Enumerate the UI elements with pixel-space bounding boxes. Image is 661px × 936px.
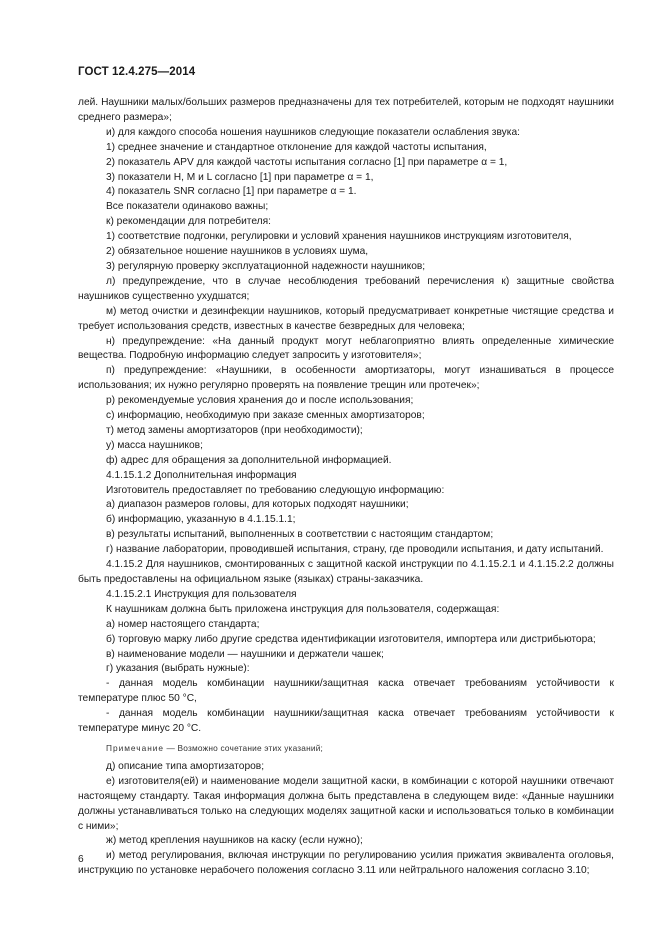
paragraph: б) информацию, указанную в 4.1.15.1.1;: [106, 514, 296, 526]
paragraph: 2) обязательное ношение наушников в условиях шума,: [106, 246, 369, 258]
note: [78, 741, 614, 756]
paragraph: 4.1.15.1.2 Дополнительная информация: [106, 469, 297, 481]
paragraph: г) название лаборатории, проводившей испытания, страну, где проводили испытания, и дату испытаний.: [106, 544, 604, 556]
paragraph: у) масса наушников;: [106, 439, 203, 451]
paragraph: и) метод регулирования, включая инструкции по регулированию усилия прижатия эквивалента оголовья, инструкцию по установке нерабочего положения согласно 3.11 или нейтрального наложения согласно 3.10;: [78, 850, 614, 877]
note-label: Примечание: [106, 742, 165, 753]
paragraph: К наушникам должна быть приложена инструкция для пользователя, содержащая:: [106, 603, 500, 615]
paragraph: 1) среднее значение и стандартное отклонение для каждой частоты испытания,: [106, 141, 487, 153]
paragraph: - данная модель комбинации наушники/защитная каска отвечает требованиям устойчивости к температуре минус 20 °С.: [78, 708, 614, 735]
paragraph: н) предупреждение: «На данный продукт могут неблагоприятно влиять определенные химические вещества. Подробную информацию следует запросить у изготовителя»;: [78, 335, 614, 362]
paragraph: д) описание типа амортизаторов;: [106, 760, 265, 772]
paragraph: ф) адрес для обращения за дополнительной информацией.: [106, 454, 392, 466]
note-text: — Возможно сочетание этих указаний;: [164, 742, 324, 753]
paragraph: а) номер настоящего стандарта;: [106, 618, 260, 630]
paragraph: с) информацию, необходимую при заказе сменных амортизаторов;: [106, 410, 425, 422]
paragraph: 4.1.15.2.1 Инструкция для пользователя: [106, 588, 297, 600]
paragraph: - данная модель комбинации наушники/защитная каска отвечает требованиям устойчивости к температуре плюс 50 °С,: [78, 678, 614, 705]
document-body: [78, 96, 614, 879]
text-block-main: [78, 96, 614, 737]
paragraph: 4) показатель SNR согласно [1] при параметре α = 1.: [106, 186, 357, 198]
document-header: ГОСТ 12.4.275—2014: [78, 66, 196, 78]
paragraph: к) рекомендации для потребителя:: [106, 216, 271, 228]
paragraph: г) указания (выбрать нужные):: [106, 663, 250, 675]
paragraph: м) метод очистки и дезинфекции наушников, который предусматривает конкретные чистящие средства и требует использования средств, известных в качестве безвредных для человека;: [78, 305, 614, 332]
paragraph: 2) показатель APV для каждой частоты испытания согласно [1] при параметре α = 1,: [106, 156, 508, 168]
paragraph: т) метод замены амортизаторов (при необходимости);: [106, 424, 363, 436]
paragraph: Изготовитель предоставляет по требованию следующую информацию:: [106, 484, 445, 496]
text-block-after-note: [78, 760, 614, 879]
paragraph: 4.1.15.2 Для наушников, смонтированных с защитной каской инструкции по 4.1.15.2.1 и 4.1.15.2.2 должны быть предоставлены на официальном языке (языках) страны-заказчика.: [78, 559, 614, 585]
paragraph: п) предупреждение: «Наушники, в особенности амортизаторы, могут изнашиваться в процессе использования; их нужно регулярно проверять на появление трещин или протечек»;: [78, 365, 614, 392]
paragraph: ж) метод крепления наушников на каску (если нужно);: [106, 835, 363, 847]
paragraph: Все показатели одинаково важны;: [106, 201, 269, 213]
paragraph: 1) соответствие подгонки, регулировки и условий хранения наушников инструкциям изготовителя,: [106, 231, 572, 243]
paragraph: р) рекомендуемые условия хранения до и после использования;: [106, 395, 414, 407]
paragraph: б) торговую марку либо другие средства идентификации изготовителя, импортера или дистрибьютора;: [106, 633, 596, 645]
page-number: 6: [78, 854, 84, 865]
paragraph: л) предупреждение, что в случае несоблюдения требований перечисления к) защитные свойства наушников существенно ухудшатся;: [78, 275, 614, 302]
paragraph: лей. Наушники малых/больших размеров предназначены для тех потребителей, которым не подходят наушники среднего размера»;: [78, 97, 614, 123]
paragraph: и) для каждого способа ношения наушников следующие показатели ослабления звука:: [106, 126, 520, 138]
paragraph: е) изготовителя(ей) и наименование модели защитной каски, в комбинации с которой наушники отвечают настоящему стандарту. Такая информация должна быть представлена в следующем виде: «Данные наушники должны устанавливаться только на следующих моделях защитной каски и использоваться только в комбинации с ними»;: [78, 775, 614, 832]
paragraph: в) наименование модели — наушники и держатели чашек;: [106, 648, 384, 660]
paragraph: в) результаты испытаний, выполненных в соответствии с настоящим стандартом;: [106, 529, 494, 541]
paragraph: 3) показатели H, M и L согласно [1] при параметре α = 1,: [106, 171, 374, 183]
paragraph: а) диапазон размеров головы, для которых подходят наушники;: [106, 499, 409, 511]
paragraph: 3) регулярную проверку эксплуатационной надежности наушников;: [106, 260, 426, 272]
